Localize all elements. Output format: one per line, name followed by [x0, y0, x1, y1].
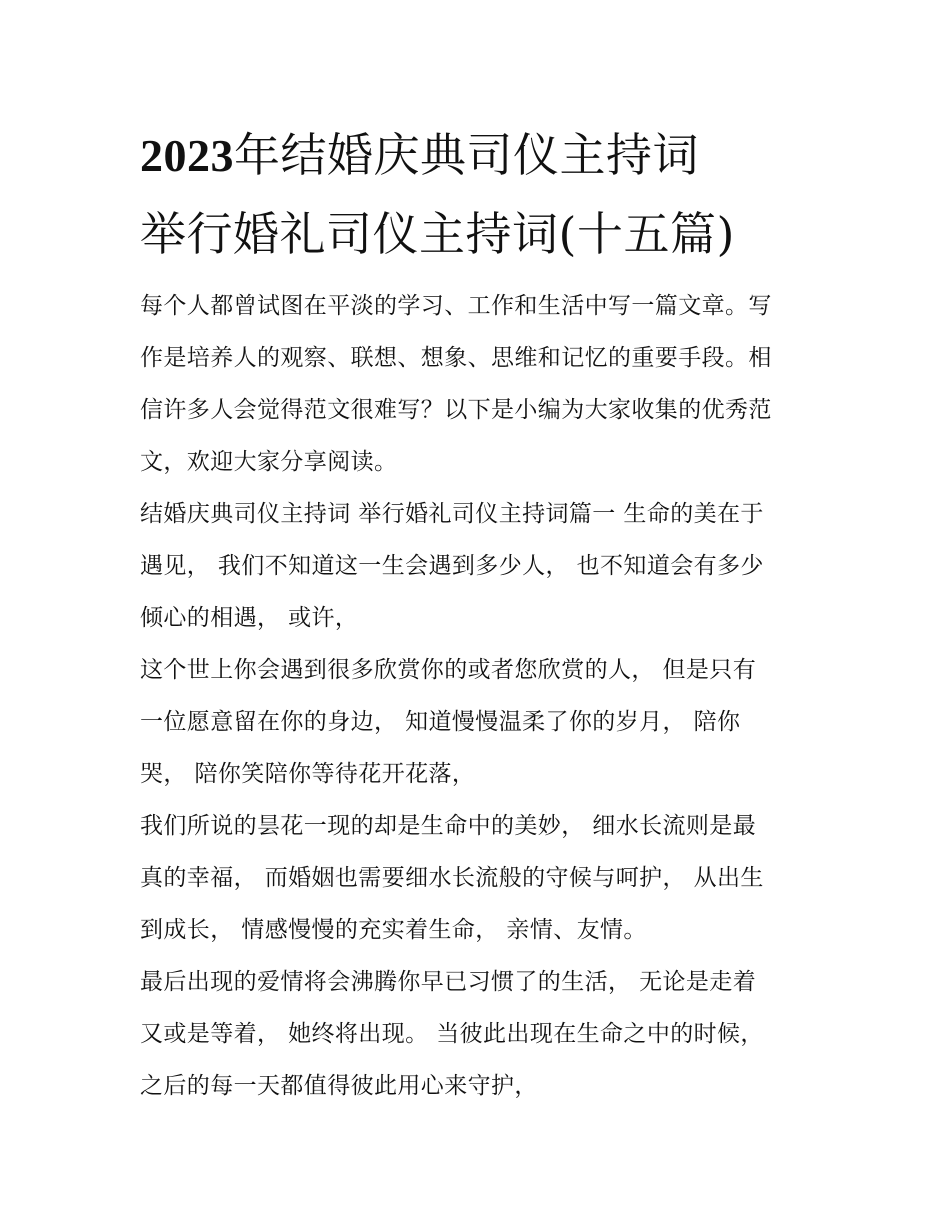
- text-line: 到成长， 情感慢慢的充实着生命， 亲情、友情。: [140, 917, 647, 943]
- text-line: 真的幸福， 而婚姻也需要细水长流般的守候与呵护， 从出生: [140, 865, 764, 891]
- text-line: 遇见， 我们不知道这一生会遇到多少人， 也不知道会有多少: [140, 553, 764, 579]
- text-line: 之后的每一天都值得彼此用心来守护，: [140, 1073, 538, 1099]
- text-line: 倾心的相遇， 或许，: [140, 605, 359, 631]
- text-line: 结婚庆典司仪主持词 举行婚礼司仪主持词篇一 生命的美在于: [140, 501, 764, 527]
- title-text: 举行婚礼司仪主持词(十五篇): [140, 207, 735, 261]
- paragraph-4: [140, 956, 812, 1112]
- text-line: 我们所说的昙花一现的却是生命中的美妙， 细水长流则是最: [140, 813, 757, 839]
- document-body: [140, 280, 812, 1112]
- text-line: 信许多人会觉得范文很难写？以下是小编为大家收集的优秀范: [140, 397, 772, 423]
- text-line: 每个人都曾试图在平淡的学习、工作和生活中写一篇文章。写: [140, 293, 772, 319]
- text-line: 一位愿意留在你的身边， 知道慢慢温柔了你的岁月， 陪你: [140, 709, 741, 735]
- text-line: 作是培养人的观察、联想、想象、思维和记忆的重要手段。相: [140, 345, 772, 371]
- document-title: [140, 116, 840, 273]
- title-line-1: [140, 116, 840, 195]
- paragraph-3: [140, 800, 812, 956]
- text-line: 这个世上你会遇到很多欣赏你的或者您欣赏的人， 但是只有: [140, 657, 757, 683]
- title-year: 2023: [140, 130, 234, 181]
- paragraph-1: [140, 488, 812, 644]
- title-text: 年结婚庆典司仪主持词: [234, 128, 699, 182]
- text-line: 又或是等着， 她终将出现。 当彼此出现在生命之中的时候，: [140, 1021, 764, 1047]
- paragraph-intro: [140, 280, 812, 488]
- text-line: 文，欢迎大家分享阅读。: [140, 449, 398, 475]
- title-line-2: [140, 195, 840, 273]
- paragraph-2: [140, 644, 812, 800]
- text-line: 最后出现的爱情将会沸腾你早已习惯了的生活， 无论是走着: [140, 969, 757, 995]
- text-line: 哭， 陪你笑陪你等待花开花落，: [140, 761, 476, 787]
